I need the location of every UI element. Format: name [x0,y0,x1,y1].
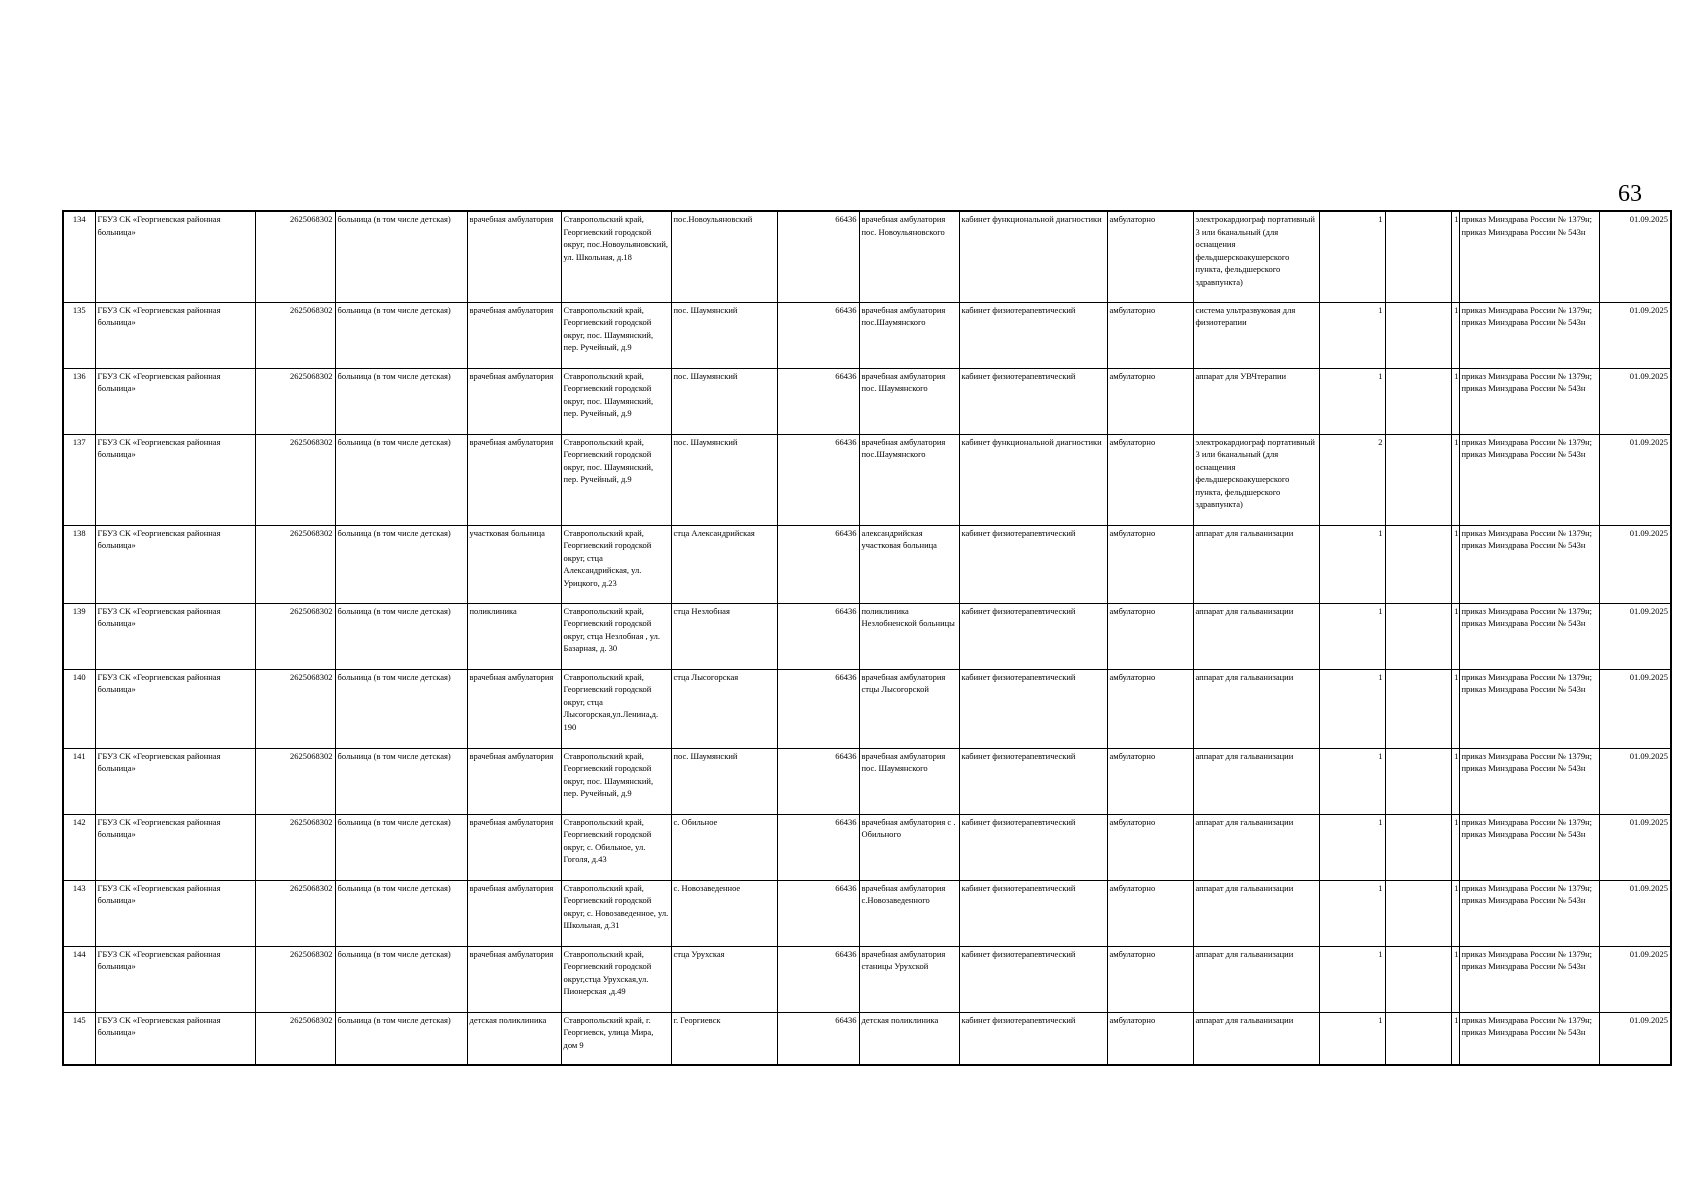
unit-type-cell: участковая больница [467,525,561,603]
cabinet-name-cell: кабинет физиотерапевтический [959,368,1107,434]
organization-name-cell: ГБУЗ СК «Георгиевская районная больница» [95,748,255,814]
table-row [63,603,1671,669]
equipment-name-cell: аппарат для гальванизации [1193,525,1319,603]
quantity-required-cell: 1 [1319,1012,1385,1065]
unit-name-cell: врачебная амбулатория с . Обильного [859,814,959,880]
organization-name-cell: ГБУЗ СК «Георгиевская районная больница» [95,1012,255,1065]
organization-type-cell: больница (в том числе детская) [335,211,467,302]
legal-basis-cell [1459,603,1599,669]
target-date-cell: 01.09.2025 [1599,434,1671,525]
quantity-needed-cell: 1 [1451,1012,1459,1065]
legal-basis-line: приказ Минздрава России № 543н [1461,449,1586,459]
quantity-available-cell [1385,748,1451,814]
legal-basis-line: приказ Минздрава России № 1379н; [1461,436,1593,447]
quantity-available-cell [1385,211,1451,302]
cabinet-name-cell: кабинет функциональной диагностики [959,434,1107,525]
legal-basis-line: приказ Минздрава России № 1379н; [1461,605,1593,616]
quantity-required-cell: 1 [1319,748,1385,814]
quantity-needed-cell: 1 [1451,880,1459,946]
unit-type-cell: врачебная амбулатория [467,669,561,748]
locality-cell: пос.Новоульяновский [671,211,777,302]
organization-inn-cell: 2625068302 [255,669,335,748]
cabinet-name-cell: кабинет физиотерапевтический [959,603,1107,669]
row-number-cell: 134 [63,211,95,302]
equipment-name-cell: система ультразвуковая для физиотерапии [1193,302,1319,368]
unit-name-cell: врачебная амбулатория пос. Шаумянского [859,368,959,434]
row-number-cell: 135 [63,302,95,368]
organization-type-cell: больница (в том числе детская) [335,525,467,603]
quantity-required-cell: 1 [1319,814,1385,880]
table-row [63,1012,1671,1065]
quantity-available-cell [1385,302,1451,368]
address-cell: Ставропольский край, Георгиевский городской округ, стца Лысогорская,ул.Ленина,д. 190 [561,669,671,748]
address-cell: Ставропольский край, Георгиевский городской округ, стца Незлобная , ул. Базарная, д. 30 [561,603,671,669]
legal-basis-cell [1459,880,1599,946]
address-cell: Ставропольский край, г. Георгиевск, улица Мира, дом 9 [561,1012,671,1065]
table-row [63,434,1671,525]
legal-basis-line: приказ Минздрава России № 1379н; [1461,370,1593,381]
legal-basis-line: приказ Минздрава России № 1379н; [1461,948,1593,959]
care-mode-cell: амбулаторно [1107,669,1193,748]
unit-type-cell: врачебная амбулатория [467,814,561,880]
cabinet-name-cell: кабинет физиотерапевтический [959,669,1107,748]
quantity-available-cell [1385,814,1451,880]
quantity-needed-cell: 1 [1451,211,1459,302]
organization-inn-cell: 2625068302 [255,748,335,814]
legal-basis-line: приказ Минздрава России № 543н [1461,383,1586,393]
code-cell: 66436 [777,748,859,814]
legal-basis-cell [1459,748,1599,814]
table-row [63,368,1671,434]
equipment-name-cell: аппарат для гальванизации [1193,1012,1319,1065]
target-date-cell: 01.09.2025 [1599,946,1671,1012]
locality-cell: пос. Шаумянский [671,302,777,368]
code-cell: 66436 [777,525,859,603]
organization-inn-cell: 2625068302 [255,603,335,669]
row-number-cell: 138 [63,525,95,603]
unit-type-cell: детская поликлиника [467,1012,561,1065]
address-cell: Ставропольский край, Георгиевский городской округ,стца Урухская,ул. Пионерская ,д.49 [561,946,671,1012]
table-row [63,211,1671,302]
address-cell: Ставропольский край, Георгиевский городской округ, с. Обильное, ул. Гоголя, д.43 [561,814,671,880]
row-number-cell: 136 [63,368,95,434]
locality-cell: с. Новозаведенное [671,880,777,946]
organization-name-cell: ГБУЗ СК «Георгиевская районная больница» [95,880,255,946]
quantity-needed-cell: 1 [1451,302,1459,368]
organization-inn-cell: 2625068302 [255,1012,335,1065]
quantity-required-cell: 1 [1319,368,1385,434]
table-body [63,211,1671,1065]
equipment-name-cell: аппарат для гальванизации [1193,814,1319,880]
organization-type-cell: больница (в том числе детская) [335,946,467,1012]
organization-type-cell: больница (в том числе детская) [335,603,467,669]
locality-cell: с. Обильное [671,814,777,880]
equipment-name-cell: аппарат для гальванизации [1193,669,1319,748]
quantity-needed-cell: 1 [1451,748,1459,814]
quantity-required-cell: 1 [1319,946,1385,1012]
cabinet-name-cell: кабинет физиотерапевтический [959,946,1107,1012]
organization-type-cell: больница (в том числе детская) [335,748,467,814]
care-mode-cell: амбулаторно [1107,434,1193,525]
quantity-needed-cell: 1 [1451,669,1459,748]
table-row [63,525,1671,603]
cabinet-name-cell: кабинет физиотерапевтический [959,1012,1107,1065]
quantity-available-cell [1385,525,1451,603]
row-number-cell: 140 [63,669,95,748]
quantity-available-cell [1385,434,1451,525]
legal-basis-line: приказ Минздрава России № 543н [1461,317,1586,327]
legal-basis-line: приказ Минздрава России № 1379н; [1461,816,1593,827]
locality-cell: стца Незлобная [671,603,777,669]
cabinet-name-cell: кабинет функциональной диагностики [959,211,1107,302]
code-cell: 66436 [777,603,859,669]
organization-inn-cell: 2625068302 [255,525,335,603]
legal-basis-line: приказ Минздрава России № 543н [1461,829,1586,839]
cabinet-name-cell: кабинет физиотерапевтический [959,525,1107,603]
equipment-name-cell: аппарат для УВЧтерапии [1193,368,1319,434]
unit-name-cell: поликлиника Незлобненской больницы [859,603,959,669]
legal-basis-line: приказ Минздрава России № 543н [1461,684,1586,694]
quantity-available-cell [1385,603,1451,669]
target-date-cell: 01.09.2025 [1599,1012,1671,1065]
legal-basis-line: приказ Минздрава России № 1379н; [1461,527,1593,538]
unit-type-cell: врачебная амбулатория [467,748,561,814]
organization-type-cell: больница (в том числе детская) [335,880,467,946]
target-date-cell: 01.09.2025 [1599,368,1671,434]
legal-basis-cell [1459,946,1599,1012]
organization-name-cell: ГБУЗ СК «Георгиевская районная больница» [95,603,255,669]
cabinet-name-cell: кабинет физиотерапевтический [959,302,1107,368]
row-number-cell: 143 [63,880,95,946]
quantity-required-cell: 1 [1319,603,1385,669]
legal-basis-cell [1459,434,1599,525]
legal-basis-cell [1459,368,1599,434]
equipment-name-cell: электрокардиограф портативный 3 или 6канальный (для оснащения фельдшерскоакушерского пункта, фельдшерского здравпункта) [1193,211,1319,302]
care-mode-cell: амбулаторно [1107,880,1193,946]
unit-type-cell: врачебная амбулатория [467,302,561,368]
organization-name-cell: ГБУЗ СК «Георгиевская районная больница» [95,211,255,302]
care-mode-cell: амбулаторно [1107,603,1193,669]
unit-type-cell: врачебная амбулатория [467,946,561,1012]
row-number-cell: 141 [63,748,95,814]
row-number-cell: 145 [63,1012,95,1065]
care-mode-cell: амбулаторно [1107,1012,1193,1065]
address-cell: Ставропольский край, Георгиевский городской округ, пос. Шаумянский, пер. Ручейный, д.9 [561,434,671,525]
organization-inn-cell: 2625068302 [255,434,335,525]
target-date-cell: 01.09.2025 [1599,669,1671,748]
code-cell: 66436 [777,211,859,302]
locality-cell: стца Александрийская [671,525,777,603]
equipment-name-cell: аппарат для гальванизации [1193,946,1319,1012]
organization-name-cell: ГБУЗ СК «Георгиевская районная больница» [95,525,255,603]
quantity-needed-cell: 1 [1451,434,1459,525]
target-date-cell: 01.09.2025 [1599,880,1671,946]
table-row [63,880,1671,946]
address-cell: Ставропольский край, Георгиевский городской округ, пос. Шаумянский, пер. Ручейный, д.9 [561,302,671,368]
legal-basis-line: приказ Минздрава России № 1379н; [1461,882,1593,893]
unit-type-cell: врачебная амбулатория [467,211,561,302]
legal-basis-line: приказ Минздрава России № 543н [1461,1027,1586,1037]
target-date-cell: 01.09.2025 [1599,814,1671,880]
equipment-name-cell: электрокардиограф портативный 3 или 6канальный (для оснащения фельдшерскоакушерского пункта, фельдшерского здравпункта) [1193,434,1319,525]
organization-name-cell: ГБУЗ СК «Георгиевская районная больница» [95,302,255,368]
cabinet-name-cell: кабинет физиотерапевтический [959,748,1107,814]
unit-name-cell: врачебная амбулатория пос. Шаумянского [859,748,959,814]
row-number-cell: 139 [63,603,95,669]
address-cell: Ставропольский край, Георгиевский городской округ, с. Новозаведенное, ул. Школьная, д.31 [561,880,671,946]
address-cell: Ставропольский край, Георгиевский городской округ, стца Александрийская, ул. Урицкого, д.23 [561,525,671,603]
organization-inn-cell: 2625068302 [255,814,335,880]
row-number-cell: 137 [63,434,95,525]
code-cell: 66436 [777,434,859,525]
organization-type-cell: больница (в том числе детская) [335,434,467,525]
quantity-available-cell [1385,368,1451,434]
code-cell: 66436 [777,814,859,880]
quantity-available-cell [1385,880,1451,946]
quantity-required-cell: 1 [1319,669,1385,748]
quantity-available-cell [1385,1012,1451,1065]
organization-type-cell: больница (в том числе детская) [335,368,467,434]
unit-name-cell: детская поликлиника [859,1012,959,1065]
quantity-required-cell: 1 [1319,211,1385,302]
care-mode-cell: амбулаторно [1107,814,1193,880]
organization-inn-cell: 2625068302 [255,211,335,302]
unit-name-cell: врачебная амбулатория пос.Шаумянского [859,302,959,368]
unit-name-cell: врачебная амбулатория стцы Лысогорской [859,669,959,748]
code-cell: 66436 [777,1012,859,1065]
unit-type-cell: врачебная амбулатория [467,434,561,525]
cabinet-name-cell: кабинет физиотерапевтический [959,880,1107,946]
legal-basis-cell [1459,669,1599,748]
page-number: 63 [1618,181,1642,207]
organization-type-cell: больница (в том числе детская) [335,1012,467,1065]
address-cell: Ставропольский край, Георгиевский городской округ, пос. Шаумянский, пер. Ручейный, д.9 [561,748,671,814]
equipment-register-table [62,210,1672,1066]
legal-basis-cell [1459,302,1599,368]
quantity-needed-cell: 1 [1451,946,1459,1012]
legal-basis-line: приказ Минздрава России № 543н [1461,961,1586,971]
legal-basis-line: приказ Минздрава России № 1379н; [1461,750,1593,761]
table-row [63,302,1671,368]
code-cell: 66436 [777,302,859,368]
organization-name-cell: ГБУЗ СК «Георгиевская районная больница» [95,434,255,525]
care-mode-cell: амбулаторно [1107,211,1193,302]
unit-name-cell: врачебная амбулатория станицы Урухской [859,946,959,1012]
row-number-cell: 144 [63,946,95,1012]
quantity-needed-cell: 1 [1451,603,1459,669]
organization-name-cell: ГБУЗ СК «Георгиевская районная больница» [95,814,255,880]
organization-name-cell: ГБУЗ СК «Георгиевская районная больница» [95,669,255,748]
address-cell: Ставропольский край, Георгиевский городской округ, пос.Новоульяновский, ул. Школьная, д.18 [561,211,671,302]
code-cell: 66436 [777,669,859,748]
unit-name-cell: врачебная амбулатория с.Новозаведенного [859,880,959,946]
target-date-cell: 01.09.2025 [1599,603,1671,669]
organization-inn-cell: 2625068302 [255,880,335,946]
legal-basis-line: приказ Минздрава России № 543н [1461,540,1586,550]
organization-inn-cell: 2625068302 [255,946,335,1012]
legal-basis-cell [1459,525,1599,603]
locality-cell: г. Георгиевск [671,1012,777,1065]
unit-name-cell: александрийская участковая больница [859,525,959,603]
equipment-name-cell: аппарат для гальванизации [1193,603,1319,669]
target-date-cell: 01.09.2025 [1599,525,1671,603]
legal-basis-cell [1459,814,1599,880]
table-row [63,814,1671,880]
cabinet-name-cell: кабинет физиотерапевтический [959,814,1107,880]
target-date-cell: 01.09.2025 [1599,302,1671,368]
legal-basis-line: приказ Минздрава России № 543н [1461,895,1586,905]
address-cell: Ставропольский край, Георгиевский городской округ, пос. Шаумянский, пер. Ручейный, д.9 [561,368,671,434]
code-cell: 66436 [777,368,859,434]
quantity-required-cell: 1 [1319,525,1385,603]
care-mode-cell: амбулаторно [1107,946,1193,1012]
organization-inn-cell: 2625068302 [255,302,335,368]
code-cell: 66436 [777,946,859,1012]
legal-basis-line: приказ Минздрава России № 1379н; [1461,1014,1593,1025]
locality-cell: пос. Шаумянский [671,368,777,434]
unit-name-cell: врачебная амбулатория пос. Новоульяновского [859,211,959,302]
legal-basis-line: приказ Минздрава России № 543н [1461,763,1586,773]
quantity-required-cell: 2 [1319,434,1385,525]
organization-type-cell: больница (в том числе детская) [335,814,467,880]
legal-basis-line: приказ Минздрава России № 1379н; [1461,671,1593,682]
organization-inn-cell: 2625068302 [255,368,335,434]
unit-type-cell: врачебная амбулатория [467,880,561,946]
locality-cell: стца Лысогорская [671,669,777,748]
unit-name-cell: врачебная амбулатория пос.Шаумянского [859,434,959,525]
care-mode-cell: амбулаторно [1107,748,1193,814]
quantity-needed-cell: 1 [1451,525,1459,603]
quantity-available-cell [1385,946,1451,1012]
locality-cell: пос. Шаумянский [671,748,777,814]
legal-basis-line: приказ Минздрава России № 1379н; [1461,304,1593,315]
legal-basis-cell [1459,1012,1599,1065]
care-mode-cell: амбулаторно [1107,302,1193,368]
quantity-needed-cell: 1 [1451,814,1459,880]
equipment-name-cell: аппарат для гальванизации [1193,748,1319,814]
organization-type-cell: больница (в том числе детская) [335,302,467,368]
target-date-cell: 01.09.2025 [1599,748,1671,814]
locality-cell: стца Урухская [671,946,777,1012]
quantity-available-cell [1385,669,1451,748]
target-date-cell: 01.09.2025 [1599,211,1671,302]
organization-name-cell: ГБУЗ СК «Георгиевская районная больница» [95,946,255,1012]
table-row [63,946,1671,1012]
legal-basis-line: приказ Минздрава России № 543н [1461,618,1586,628]
locality-cell: пос. Шаумянский [671,434,777,525]
legal-basis-line: приказ Минздрава России № 543н [1461,226,1586,237]
care-mode-cell: амбулаторно [1107,525,1193,603]
code-cell: 66436 [777,880,859,946]
equipment-name-cell: аппарат для гальванизации [1193,880,1319,946]
organization-type-cell: больница (в том числе детская) [335,669,467,748]
care-mode-cell: амбулаторно [1107,368,1193,434]
quantity-required-cell: 1 [1319,302,1385,368]
unit-type-cell: врачебная амбулатория [467,368,561,434]
row-number-cell: 142 [63,814,95,880]
quantity-required-cell: 1 [1319,880,1385,946]
table-row [63,748,1671,814]
table-row [63,669,1671,748]
legal-basis-line: приказ Минздрава России № 1379н; [1461,214,1593,224]
quantity-needed-cell: 1 [1451,368,1459,434]
organization-name-cell: ГБУЗ СК «Георгиевская районная больница» [95,368,255,434]
unit-type-cell: поликлиника [467,603,561,669]
legal-basis-cell [1459,211,1599,302]
